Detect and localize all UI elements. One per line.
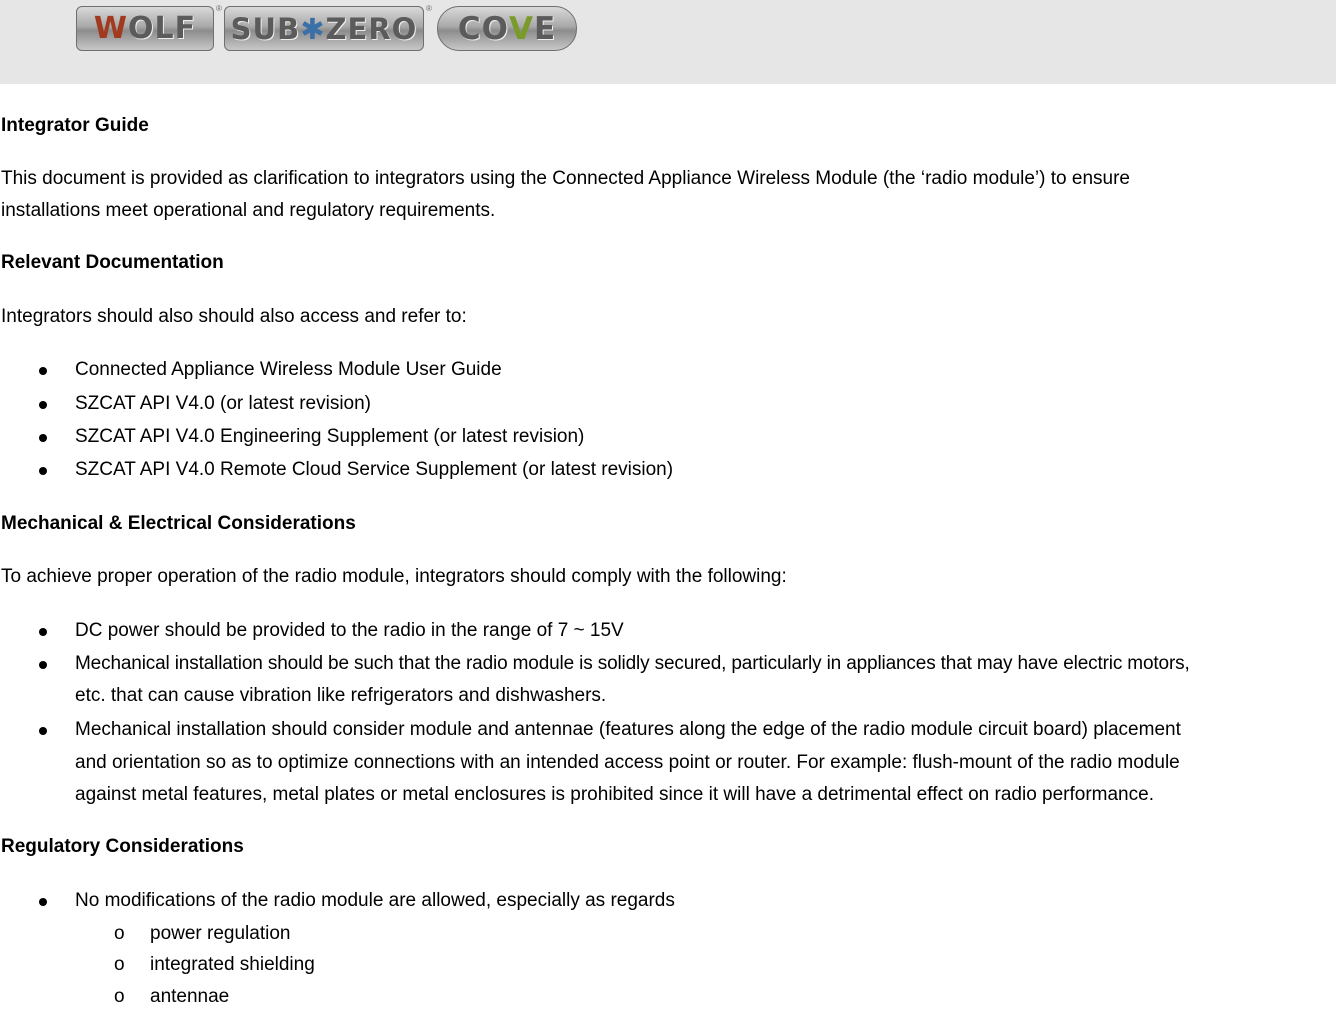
cove-logo: CO V E bbox=[437, 6, 577, 51]
header-banner bbox=[0, 0, 1336, 84]
paragraph-line: Integrators should also should also access and refer to: bbox=[1, 306, 467, 327]
list-item-continuation: etc. that can cause vibration like refrigerators and dishwashers. bbox=[75, 685, 607, 706]
bullet-icon bbox=[39, 898, 47, 906]
registered-mark-icon: ® bbox=[216, 4, 222, 13]
sub-bullet-marker: o bbox=[114, 986, 125, 1007]
registered-mark-icon: ® bbox=[426, 4, 432, 13]
paragraph-line: installations meet operational and regulatory requirements. bbox=[1, 200, 496, 221]
paragraph-line: This document is provided as clarification to integrators using the Connected Appliance Wireless Module (the ‘radio module’) to ensure bbox=[1, 168, 1130, 189]
heading-integrator-guide: Integrator Guide bbox=[1, 115, 149, 136]
sub-zero-logo: SUB ✱ ZERO bbox=[224, 6, 424, 51]
wolf-logo: W OLF bbox=[76, 6, 214, 51]
bullet-icon bbox=[39, 434, 47, 442]
heading-regulatory: Regulatory Considerations bbox=[1, 836, 244, 857]
paragraph-line: To achieve proper operation of the radio module, integrators should comply with the following: bbox=[1, 566, 787, 587]
heading-mechanical-electrical: Mechanical & Electrical Considerations bbox=[1, 513, 356, 534]
sub-bullet-marker: o bbox=[114, 954, 125, 975]
sub-bullet-marker: o bbox=[114, 923, 125, 944]
list-item-continuation: against metal features, metal plates or metal enclosures is prohibited since it will have a detrimental effect on radio performance. bbox=[75, 784, 1154, 805]
bullet-icon bbox=[39, 661, 47, 669]
bullet-icon bbox=[39, 628, 47, 636]
bullet-icon bbox=[39, 467, 47, 475]
bullet-icon bbox=[39, 401, 47, 409]
bullet-icon bbox=[39, 367, 47, 375]
list-item-continuation: and orientation so as to optimize connections with an intended access point or router. For example: flush-mount of the radio module bbox=[75, 752, 1180, 773]
heading-relevant-documentation: Relevant Documentation bbox=[1, 252, 224, 273]
bullet-icon bbox=[39, 727, 47, 735]
